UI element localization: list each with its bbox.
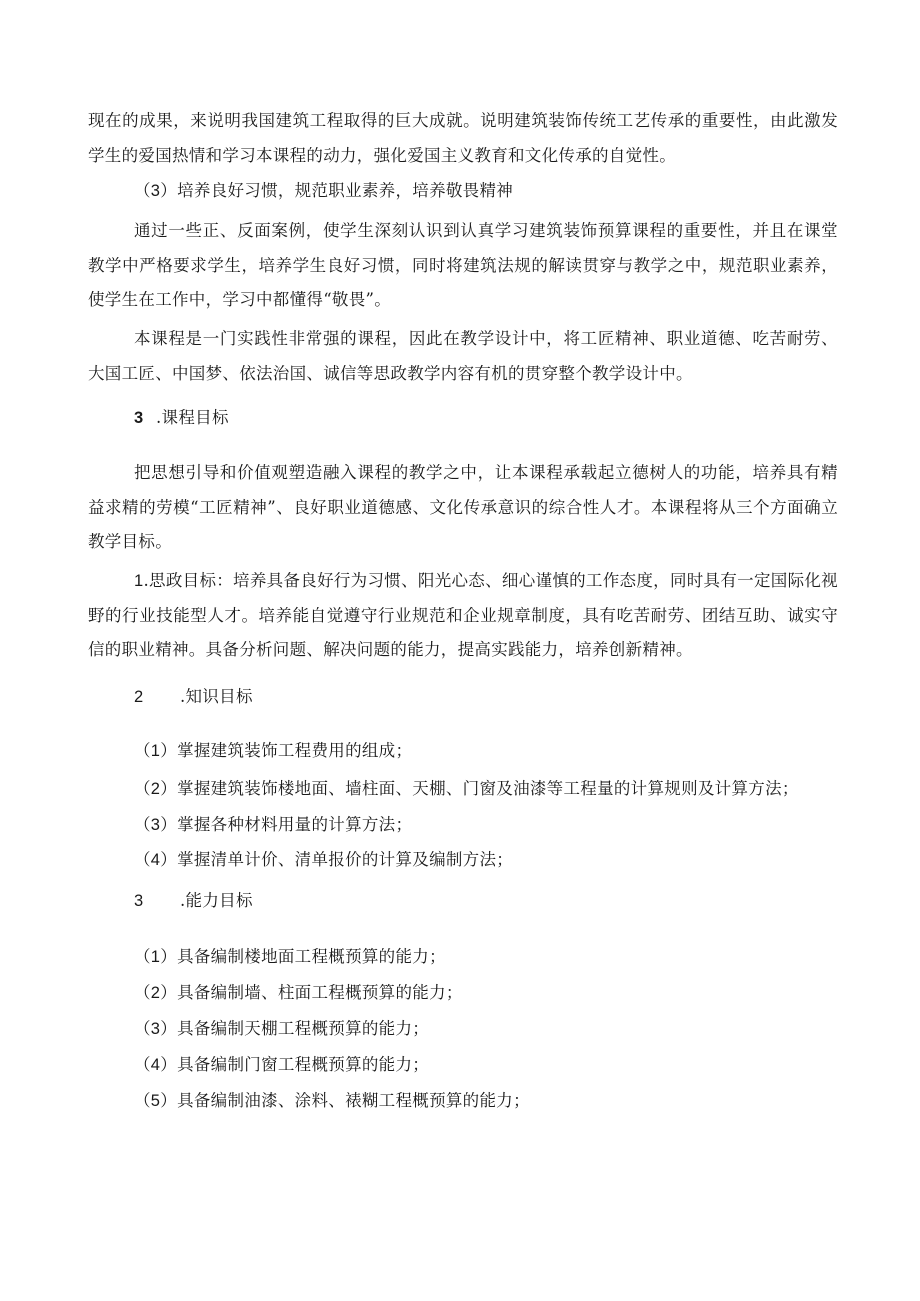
list-item-number: （2） <box>134 780 178 798</box>
paragraph-ideological-goal <box>88 564 838 668</box>
goal-number: 3 <box>134 892 144 910</box>
list-item <box>134 940 446 975</box>
list-item-text: 掌握建筑装饰楼地面、墙柱面、天棚、门窗及油漆等工程量的计算规则及计算方法； <box>177 779 799 798</box>
list-item-number: （3） <box>134 1020 178 1038</box>
list-item-text: 具备编制天棚工程概预算的能力； <box>177 1019 430 1038</box>
list-item-text: 掌握建筑装饰工程费用的组成； <box>177 741 413 760</box>
list-item-text: 具备编制门窗工程概预算的能力； <box>177 1055 430 1074</box>
list-item-text: 具备编制墙、柱面工程概预算的能力； <box>177 983 463 1002</box>
section-heading-course-goals <box>134 401 229 436</box>
subheading-number: （3） <box>134 182 178 200</box>
goal-text: .思政目标：培养具备良好行为习惯、阳光心态、细心谨慎的工作态度，同时具有一定国际化视野的行业技能型人才。培养能自觉遵守行业规范和企业规章制度，具有吃苦耐劳、团结互助、诚实守信的职业精神。具备分析问题、解决问题的能力，提高实践能力，培养创新精神。 <box>88 571 838 660</box>
list-item <box>134 1048 429 1083</box>
paragraph-achievements: 现在的成果，来说明我国建筑工程取得的巨大成就。说明建筑装饰传统工艺传承的重要性，由此激发学生的爱国热情和学习本课程的动力，强化爱国主义教育和文化传承的自觉性。 <box>88 111 838 165</box>
section-number: 3 <box>134 409 144 427</box>
list-item-text: 具备编制油漆、涂料、裱糊工程概预算的能力； <box>177 1091 530 1110</box>
list-item-text: 具备编制楼地面工程概预算的能力； <box>177 947 446 966</box>
goal-title: .能力目标 <box>180 891 253 910</box>
goal-title: .知识目标 <box>180 687 253 706</box>
goal-number: 2 <box>134 688 144 706</box>
paragraph-practice: 本课程是一门实践性非常强的课程，因此在教学设计中，将工匠精神、职业道德、吃苦耐劳、大国工匠、中国梦、依法治国、诚信等思政教学内容有机的贯穿整个教学设计中。 <box>88 329 838 383</box>
list-item-number: （4） <box>134 851 178 869</box>
list-item <box>134 772 799 807</box>
list-item <box>134 808 412 843</box>
list-item-number: （3） <box>134 816 178 834</box>
subheading-habits <box>134 174 513 209</box>
list-item <box>134 1012 429 1047</box>
subheading-knowledge-goals <box>134 680 253 715</box>
list-item <box>134 734 412 769</box>
subheading-ability-goals <box>134 884 253 919</box>
list-item-text: 掌握各种材料用量的计算方法； <box>177 815 413 834</box>
paragraph-cases: 通过一些正、反面案例，使学生深刻认识到认真学习建筑装饰预算课程的重要性，并且在课堂教学中严格要求学生，培养学生良好习惯，同时将建筑法规的解读贯穿与教学之中，规范职业素养，使学生在工作中，学习中都懂得“敬畏”。 <box>88 221 838 310</box>
list-item-text: 掌握清单计价、清单报价的计算及编制方法； <box>177 850 514 869</box>
goal-number: 1 <box>134 572 144 590</box>
paragraph-goal-intro: 把思想引导和价值观塑造融入课程的教学之中，让本课程承载起立德树人的功能，培养具有精益求精的劳模“工匠精神”、良好职业道德感、文化传承意识的综合性人才。本课程将从三个方面确立教学目标。 <box>88 463 838 552</box>
list-item <box>134 843 513 878</box>
subheading-text: 培养良好习惯，规范职业素养，培养敬畏精神 <box>177 181 514 200</box>
list-item <box>134 1084 530 1119</box>
list-item-number: （2） <box>134 984 178 1002</box>
list-item-number: （5） <box>134 1092 178 1110</box>
list-item-number: （4） <box>134 1056 178 1074</box>
list-item-number: （1） <box>134 948 178 966</box>
list-item-number: （1） <box>134 742 178 760</box>
section-title: .课程目标 <box>156 408 229 427</box>
list-item <box>134 976 463 1011</box>
